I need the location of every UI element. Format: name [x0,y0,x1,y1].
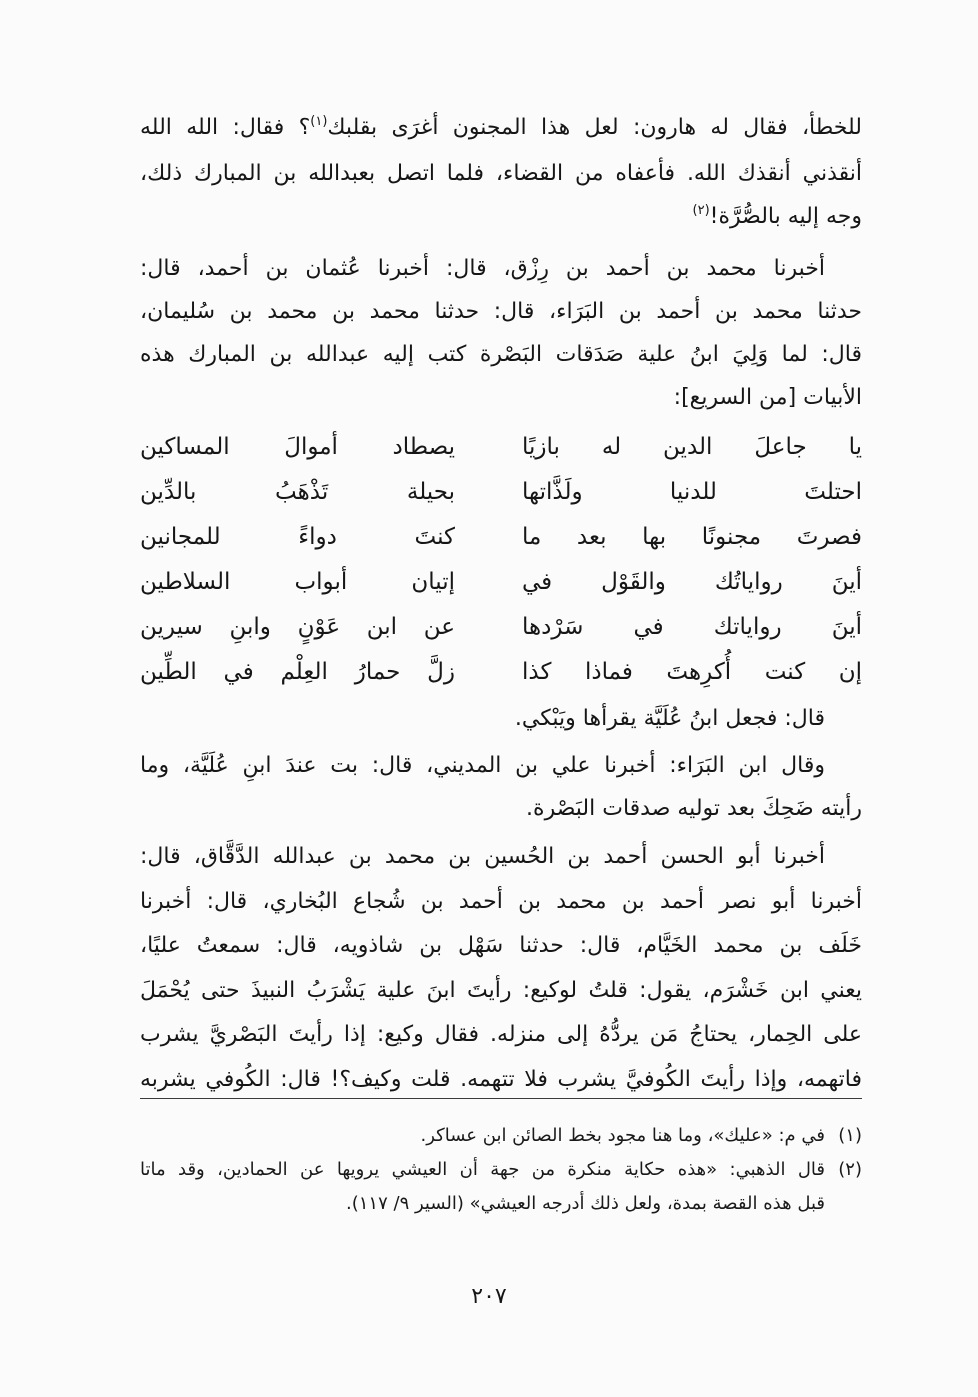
text-line: أخبرنا أبو نصر أحمد بن محمد بن أحمد بن شُجاع البُخاري، قال: أخبرنا [140,888,862,914]
footnote-line: في م: «عليك»، وما هنا مجود بخط الصائن ابن عساكر. [420,1125,825,1146]
text-line: خَلَف بن محمد الخَيَّام، قال: حدثنا سَهْل بن شاذويه، قال: سمعتُ عليًا، [140,933,862,958]
text-segment: ؟ فقال: الله الله [140,115,311,140]
verse-first-hemistich: يا جاعلَ الدين له بازيًا [522,434,862,460]
verse-second-hemistich: عن ابن عَوْنٍ وابنِ سيرين [140,614,455,640]
text-line: أخبرنا محمد بن أحمد بن رِزْق، قال: أخبرنا عُثمان بن أحمد، قال: [140,256,825,281]
footnote-number: (٢) [838,1159,862,1180]
verse-second-hemistich: بحيلة تَذْهَبُ بالدِّين [140,479,455,505]
footnote-line: قبل هذه القصة بمدة، ولعل ذلك أدرجه العيشي» (السير ٩/ ١١٧). [346,1193,825,1214]
poem-verse [140,515,862,560]
text-segment: وجه إليه بالصُّرَّة! [709,204,862,229]
text-line: أنقذني أنقذك الله. فأعفاه من القضاء، فلما اتصل بعبدالله بن المبارك ذلك، [140,161,862,186]
text-line: يعني ابن خَشْرَم، يقول: قلتُ لوكيع: رأيتَ ابنَ علية يَشْرَبُ النبيذَ حتى يُحْمَلَ [140,977,862,1003]
text-line: رأيته ضَحِكَ بعد توليه صدقات البَصْرة. [526,796,862,821]
verse-first-hemistich: أينَ رواياتُك والقَوْل في [522,569,862,595]
footnote-body [140,1153,825,1221]
paragraph-5 [140,835,862,1102]
verse-second-hemistich: زلَّ حمارُ العِلْم في الطِّين [140,659,455,685]
main-text [140,106,862,1102]
text-segment: للخطأ، فقال له هارون: لعل هذا المجنون أغرَى بقلبك [327,115,862,140]
poem-verse [140,470,862,515]
text-line: أخبرنا أبو الحسن أحمد بن الحُسين بن محمد بن عبدالله الدَّقَّاق، قال: [140,844,825,869]
footnote-ref-1: (١) [310,114,328,129]
verse-first-hemistich: أينَ رواياتك في سَرْدها [522,614,862,640]
poem-verse [140,425,862,470]
footnote-ref-2: (٢) [692,203,710,218]
footnote-line: قال الذهبي: «هذه حكاية منكرة من جهة أن العيشي يرويها عن الحمادين، وقد ماتا [140,1159,825,1180]
poem-verse [140,605,862,650]
verse-first-hemistich: إن كنت أُكرِهتَ فماذا كذا [522,659,862,685]
verse-first-hemistich: احتلتَ للدنيا ولَذَّاتها [522,479,862,505]
page-number: ٢٠٧ [471,1284,507,1309]
text-line: قال: فجعل ابنُ عُلَيَّة يقرأها ويَبْكي. [514,706,825,731]
text-line: الأبيات [من السريع]: [673,385,862,410]
footnote-separator [140,1098,862,1099]
verse-second-hemistich: يصطاد أموالَ المساكين [140,434,455,460]
footnotes [140,1119,862,1221]
verse-second-hemistich: كنتَ دواءً للمجانين [140,524,455,550]
text-line: حدثنا محمد بن أحمد بن البَرَاء، قال: حدثنا محمد بن محمد بن سُليمان، [140,299,862,324]
verse-first-hemistich: فصرتَ مجنونًا بها بعد ما [522,524,862,550]
text-line: قال: لما وَلِيَ ابنُ علية صَدَقات البَصْرة كتب إليه عبدالله بن المبارك هذه [140,342,862,367]
footnote-2 [140,1153,862,1221]
footnote-body [140,1119,825,1153]
paragraph-4 [140,744,862,830]
poem-verse [140,650,862,695]
text-line: على الحِمار، يحتاجُ مَن يردُّهُ إلى منزله. فقال وكيع: إذا رأيتَ البَصْريَّ يشرب [140,1022,862,1047]
poem-verse [140,560,862,605]
footnote-1 [140,1119,862,1153]
paragraph-3 [140,697,862,740]
text-line: وقال ابن البَرَاء: أخبرنا علي بن المديني، قال: بت عندَ ابنِ عُلَيَّة، وما [140,753,825,778]
paragraph-2 [140,247,862,419]
paragraph-1 [140,106,862,241]
text-line [140,195,862,241]
poem [140,425,862,695]
text-line [140,106,862,152]
text-line: فاتهمه، وإذا رأيتَ الكُوفيَّ يشرب فلا تتهمه. قلت وكيف؟! قال: الكُوفي يشربه [140,1066,862,1092]
footnote-number: (١) [838,1125,862,1146]
verse-second-hemistich: إتيان أبواب السلاطين [140,569,455,595]
